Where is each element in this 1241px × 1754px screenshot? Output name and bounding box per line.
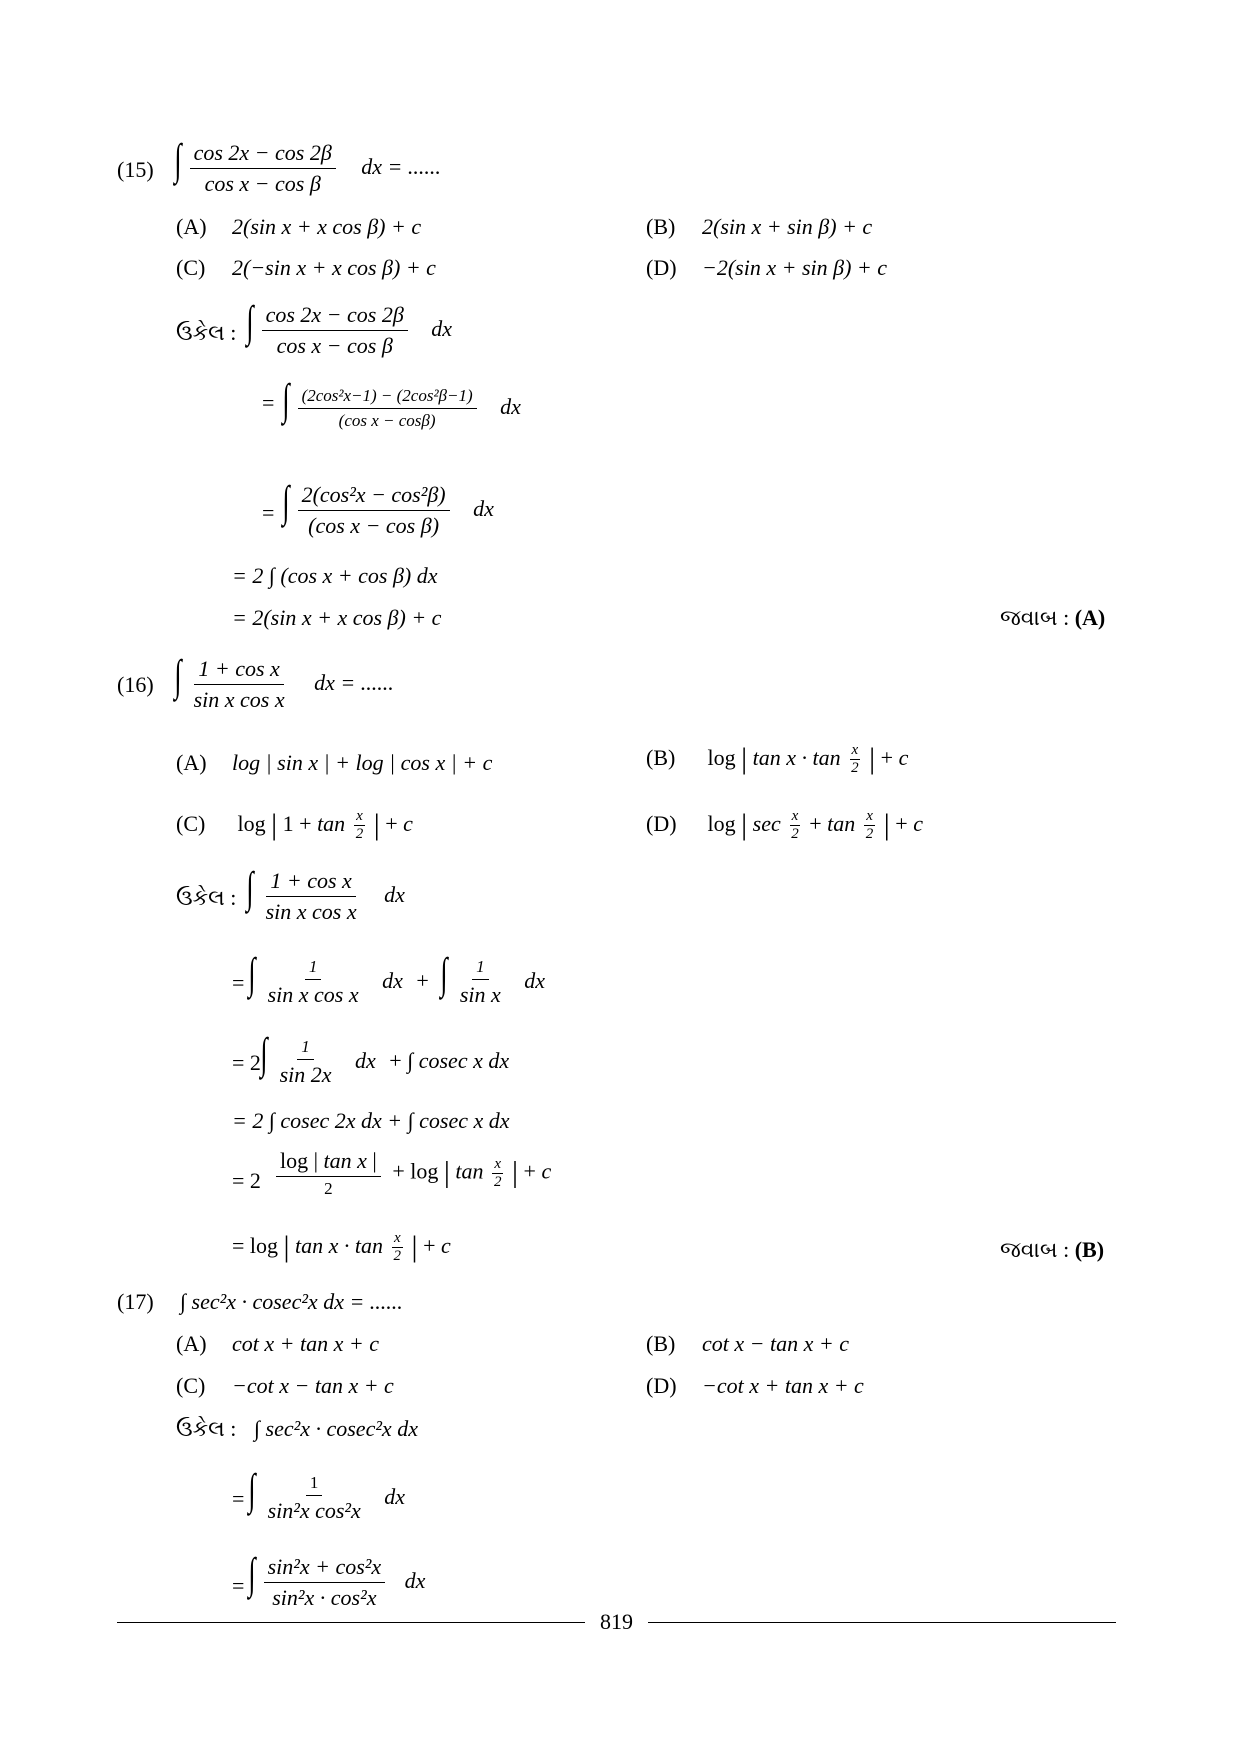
solution-16-step-6: = log | tan x · tan $\frac{x}{2}$ | + c <box>232 1230 451 1265</box>
answer-16: જવાબ : (B) <box>1000 1237 1105 1262</box>
footer-rule-left <box>117 1622 585 1623</box>
solution-15-step-5: = 2(sin x + x cos β) + c <box>232 605 442 630</box>
question-number-15: (15) <box>117 157 154 182</box>
solution-16-step-5-expr: $\frac{\text{log | tan x |}}{2}$ + log | tan $\frac{x}{2}$ | + c <box>270 1148 551 1199</box>
option-17a: (A) cot x + tan x + c <box>176 1331 379 1356</box>
solution-15-step-2-expr: ∫ $\frac{\text{(2cos²x−1) − (2cos²β−1)}}{\text{(cos x − cosβ)}}$ dx <box>282 375 521 431</box>
solution-label-17: ઉકેલ : <box>176 1416 237 1441</box>
solution-15-step-2: = <box>262 390 275 415</box>
solution-16-step-3: = 2 <box>232 1050 261 1075</box>
solution-17-step-1: ∫ sec²x · cosec²x dx <box>254 1416 418 1441</box>
question-16: ∫ $\frac{\text{1 + cos x}}{\text{sin x cos x}}$ dx = ...... <box>174 651 394 713</box>
solution-label-15: ઉકેલ : <box>176 320 237 345</box>
option-15d: (D) −2(sin x + sin β) + c <box>646 255 888 280</box>
option-17d: (D) −cot x + tan x + c <box>646 1373 864 1398</box>
answer-15: જવાબ : (A) <box>1000 605 1106 630</box>
solution-15-step-4: = 2 ∫ (cos x + cos β) dx <box>232 563 438 588</box>
option-16a: (A) log | sin x | + log | cos x | + c <box>176 750 493 775</box>
question-number-17: (17) <box>117 1289 154 1314</box>
footer-rule-right <box>648 1622 1116 1623</box>
solution-label-16: ઉકેલ : <box>176 885 237 910</box>
solution-15-step-3-expr: ∫ $\frac{\text{2(cos²x − cos²β)}}{\text{(cos x − cos β)}}$ dx <box>282 477 494 539</box>
solution-15-step-1: ∫ $\frac{\cos 2x - \cos 2\beta}{\text{cos x − cos β}}$ dx <box>246 297 453 359</box>
solution-16-step-1: ∫ $\frac{\text{1 + cos x}}{\text{sin x cos x}}$ dx <box>246 863 405 925</box>
option-15c: (C) 2(−sin x + x cos β) + c <box>176 255 436 280</box>
solution-17-step-3-expr: ∫ $\frac{\text{sin²x + cos²x}}{\text{sin²x · cos²x}}$ dx <box>248 1549 426 1611</box>
fraction: $\frac{\cos 2x - \cos 2\beta}{\text{cos x − cos β}}$ <box>190 140 336 197</box>
solution-16-step-2: = <box>232 970 245 995</box>
question-number-16: (16) <box>117 672 154 697</box>
option-15b: (B) 2(sin x + sin β) + c <box>646 214 873 239</box>
solution-15-step-3: = <box>262 500 275 525</box>
option-17b: (B) cot x − tan x + c <box>646 1331 849 1356</box>
integral-sign: ∫ <box>174 135 182 184</box>
solution-16-step-5: = 2 <box>232 1168 261 1193</box>
option-16c: (C) log | 1 + tan $\frac{x}{2}$ | + c <box>176 808 413 843</box>
page-number: 819 <box>600 1609 633 1634</box>
option-15a: (A) 2(sin x + x cos β) + c <box>176 214 422 239</box>
question-15: ∫ $\frac{\cos 2x - \cos 2\beta}{\text{cos x − cos β}}$ dx = ...... <box>174 135 441 197</box>
option-16b: (B) log | tan x · tan $\frac{x}{2}$ | + c <box>646 742 909 777</box>
option-16d: (D) log | sec $\frac{x}{2}$ + tan $\frac{x}{2}$ | + c <box>646 808 923 843</box>
solution-16-step-4: = 2 ∫ cosec 2x dx + ∫ cosec x dx <box>232 1108 510 1133</box>
solution-17-step-2: = <box>232 1486 245 1511</box>
option-17c: (C) −cot x − tan x + c <box>176 1373 394 1398</box>
solution-16-step-3-expr: ∫ $\frac{1}{\sin 2x}$ dx + ∫ cosec x dx <box>260 1029 510 1088</box>
solution-17-step-3: = <box>232 1573 245 1598</box>
solution-17-step-2-expr: ∫ $\frac{1}{\text{sin²x cos²x}}$ dx <box>248 1465 406 1524</box>
solution-16-step-2-expr: ∫ $\frac{1}{\text{sin x cos x}}$ dx + ∫ $\frac{1}{\text{sin x}}$ dx <box>248 949 546 1008</box>
question-17: ∫ sec²x · cosec²x dx = ...... <box>180 1289 403 1314</box>
